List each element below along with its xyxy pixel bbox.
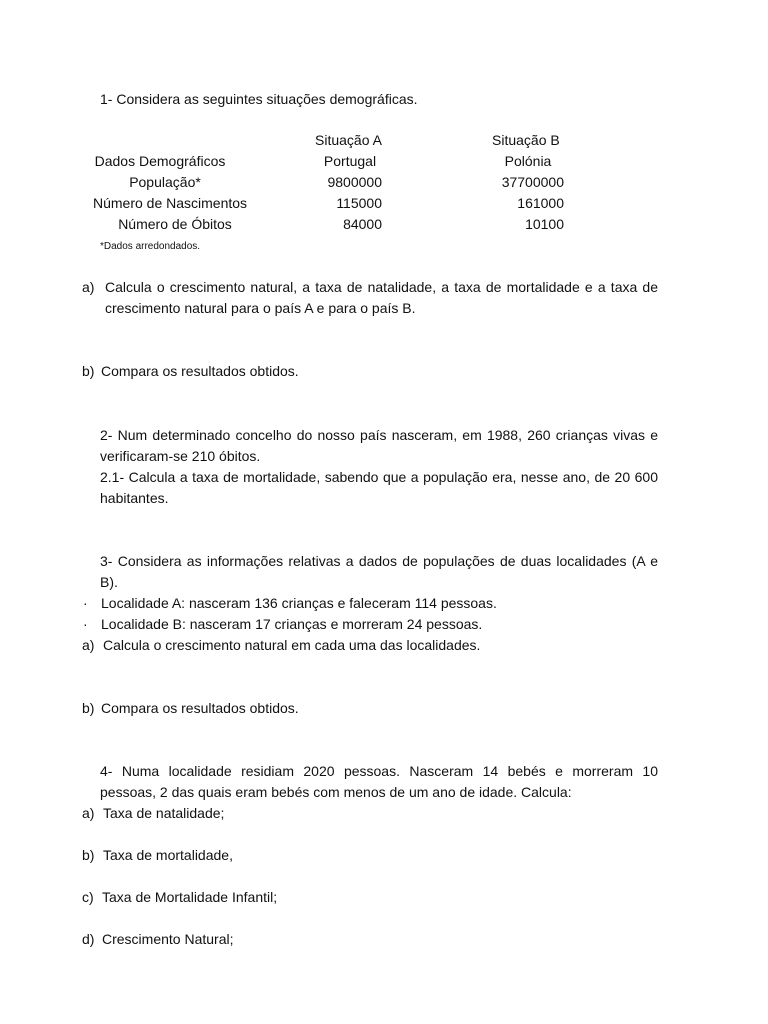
table-footnote: *Dados arredondados. [100, 241, 201, 252]
bullet-marker: · [83, 616, 88, 632]
table-cell-a: 84000 [343, 216, 382, 232]
q4-item-marker: c) [82, 889, 94, 905]
q1-b-marker: b) [82, 363, 95, 379]
table-cell-b: 161000 [517, 195, 564, 211]
bullet-marker: · [83, 595, 88, 611]
q1-a-marker: a) [82, 279, 95, 295]
q3-line1: 3- Considera as informações relativas a dados de populações de duas localidades (A e [100, 553, 658, 569]
q1-a-line2: crescimento natural para o país A e para o país B. [105, 300, 416, 316]
table-cell-b: 37700000 [501, 174, 564, 190]
q3-line2: B). [100, 574, 118, 590]
table-row-label: Número de Óbitos [118, 216, 232, 232]
q4-item-text: Taxa de mortalidade, [103, 847, 233, 863]
table-cell-b: 10100 [525, 216, 564, 232]
q4-item-marker: b) [82, 847, 95, 863]
q1-b-text: Compara os resultados obtidos. [101, 363, 299, 379]
table-cell-b: Polónia [504, 153, 552, 169]
q3-bullet-b: Localidade B: nasceram 17 crianças e morreram 24 pessoas. [101, 616, 483, 632]
q3-a-marker: a) [82, 637, 95, 653]
table-cell-a: Portugal [323, 153, 377, 169]
q4-line1: 4- Numa localidade residiam 2020 pessoas. Nasceram 14 bebés e morreram 10 [100, 763, 658, 779]
q2-line1: 2- Num determinado concelho do nosso país nasceram, em 1988, 260 crianças vivas e [100, 427, 658, 443]
table-header-a: Situação A [315, 132, 382, 148]
q3-b-text: Compara os resultados obtidos. [101, 700, 299, 716]
table-cell-a: 115000 [336, 195, 382, 211]
table-row-label: Número de Nascimentos [92, 195, 248, 211]
table-row-label: Dados Demográficos [94, 153, 226, 169]
q4-item-marker: a) [82, 805, 95, 821]
table-row-label: População* [129, 174, 201, 190]
q2-line4: habitantes. [100, 490, 169, 506]
q4-item-text: Crescimento Natural; [102, 931, 234, 947]
table-cell-a: 9800000 [327, 174, 382, 190]
table-header-b: Situação B [492, 132, 560, 148]
q4-line2: pessoas, 2 das quais eram bebés com menos de um ano de idade. Calcula: [100, 784, 572, 800]
q2-line2: verificaram-se 210 óbitos. [100, 448, 261, 464]
q3-a-text: Calcula o crescimento natural em cada uma das localidades. [103, 637, 481, 653]
q4-item-marker: d) [82, 931, 95, 947]
q1-title: 1- Considera as seguintes situações demográficas. [100, 91, 418, 107]
q4-item-text: Taxa de natalidade; [103, 805, 225, 821]
q4-item-text: Taxa de Mortalidade Infantil; [102, 889, 278, 905]
q2-line3: 2.1- Calcula a taxa de mortalidade, sabendo que a população era, nesse ano, de 20 600 [100, 469, 658, 485]
q1-a-line1: Calcula o crescimento natural, a taxa de natalidade, a taxa de mortalidade e a taxa de [105, 279, 658, 295]
q3-b-marker: b) [82, 700, 95, 716]
q3-bullet-a: Localidade A: nasceram 136 crianças e faleceram 114 pessoas. [101, 595, 497, 611]
